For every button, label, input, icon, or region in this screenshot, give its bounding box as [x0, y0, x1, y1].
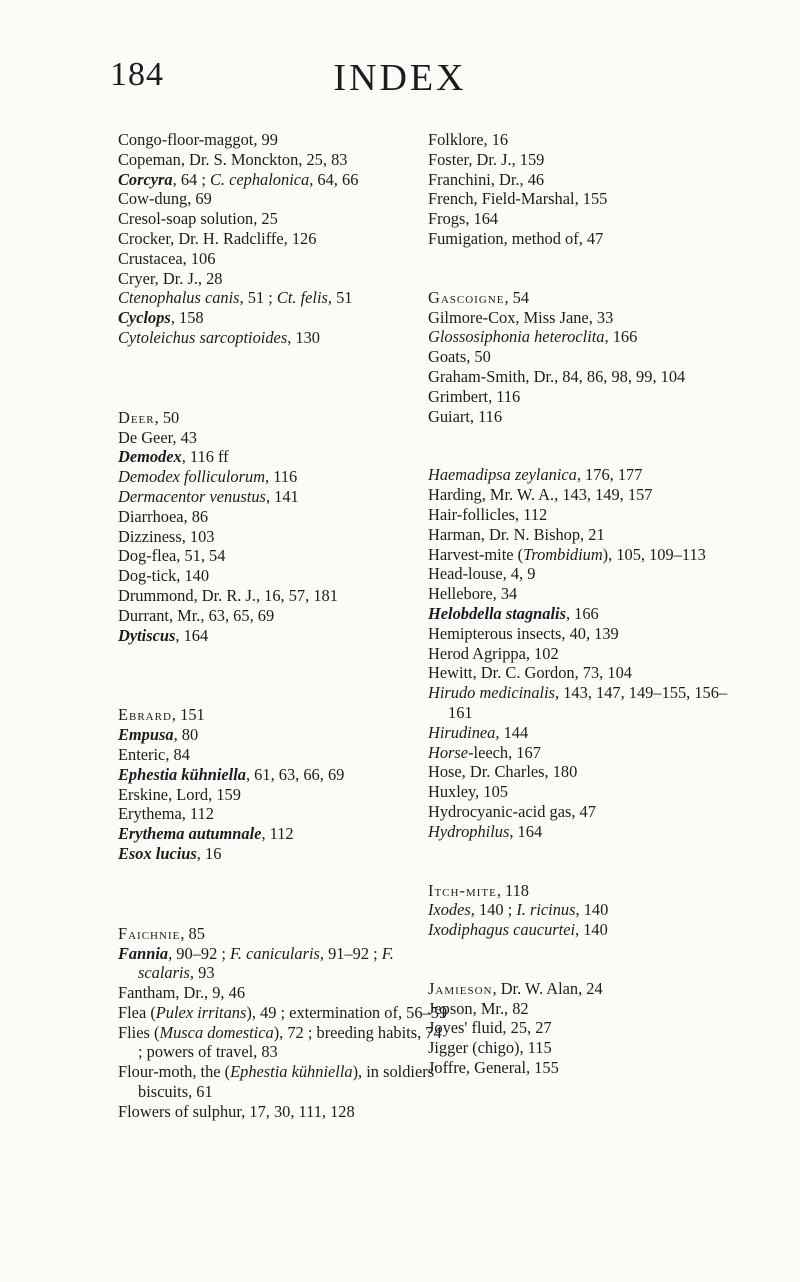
index-entry-text: Dermacentor venustus: [118, 486, 266, 506]
index-entry-text: , 151: [171, 705, 205, 725]
index-entry-text: Crocker, Dr. H. Radcliffe, 126: [118, 228, 317, 248]
index-entry-text: Graham-Smith, Dr., 84, 86, 98, 99, 104: [428, 366, 686, 386]
index-entry-text: Ct. felis: [276, 288, 328, 308]
index-entry-text: Dog-tick, 140: [118, 566, 210, 586]
index-entry: [118, 487, 448, 507]
index-entry: [428, 584, 728, 604]
index-entry-text: Cresol-soap solution, 25: [118, 209, 278, 229]
index-entry-text: I. ricinus: [516, 900, 576, 920]
index-entry-text: Joyes' fluid, 25, 27: [428, 1018, 552, 1038]
index-entry: [118, 308, 448, 328]
index-entry: [428, 564, 728, 584]
index-entry-text: , 143, 147, 149–155, 156–161: [448, 683, 728, 722]
index-entry-text: Haemadipsa zeylanica: [428, 465, 577, 485]
index-entry-text: Hellebore, 34: [428, 584, 518, 604]
index-entry: [428, 663, 728, 683]
index-entry-text: F. canicularis: [230, 943, 320, 963]
index-entry-text: , 116 ff: [181, 447, 229, 467]
index-entry: [428, 288, 728, 308]
index-entry-text: , 16: [196, 843, 222, 863]
index-entry-text: Jepson, Mr., 82: [428, 998, 529, 1018]
index-entry: [428, 209, 728, 229]
index-entry: [428, 920, 728, 940]
index-entry-text: , 61, 63, 66, 69: [245, 764, 345, 784]
index-entry-text: Hair-follicles, 112: [428, 504, 548, 524]
index-entry-text: Goats, 50: [428, 347, 491, 367]
index-entry: [118, 745, 448, 765]
index-entry-text: Flies (: [118, 1022, 160, 1042]
index-entry: [428, 762, 728, 782]
index-entry: [428, 229, 728, 249]
index-entry-text: Hirudinea: [428, 722, 496, 742]
index-entry: [428, 782, 728, 802]
index-entry-text: Hydrocyanic-acid gas, 47: [428, 801, 596, 821]
index-entry-text: Diarrhoea, 86: [118, 506, 209, 526]
index-entry-text: Gilmore-Cox, Miss Jane, 33: [428, 307, 614, 327]
index-entry-text: Musca domestica: [159, 1022, 274, 1042]
index-entry-text: , 51: [327, 288, 353, 308]
index-entry-text: , 140: [575, 920, 608, 940]
index-entry-text: , 164: [509, 821, 543, 841]
index-entry-text: , 91–92 ;: [319, 943, 382, 963]
index-entry: [118, 824, 448, 844]
index-entry: [428, 308, 728, 328]
index-entry-text: Esox lucius: [118, 843, 197, 863]
index-entry: [118, 229, 448, 249]
index-entry: [118, 944, 448, 984]
index-entry: [118, 725, 448, 745]
index-entry-text: Enteric, 84: [118, 744, 190, 764]
index-entry: [428, 802, 728, 822]
index-entry: [428, 150, 728, 170]
index-entry: [428, 525, 728, 545]
index-entry-text: Harman, Dr. N. Bishop, 21: [428, 524, 605, 544]
index-entry-text: , 166: [565, 603, 599, 623]
index-entry: [428, 723, 728, 743]
index-entry: [118, 507, 448, 527]
index-column-right: [428, 130, 728, 1078]
index-entry: [428, 505, 728, 525]
index-entry: [118, 527, 448, 547]
index-entry-text: , 140 ;: [470, 900, 517, 920]
index-entry-text: Erythema autumnale: [118, 824, 262, 844]
index-entry-text: Harding, Mr. W. A., 143, 149, 157: [428, 485, 653, 505]
index-entry-text: Harvest-mite (: [428, 544, 524, 564]
index-entry: [428, 130, 728, 150]
index-entry-text: Foster, Dr. J., 159: [428, 149, 545, 169]
index-entry-text: , 130: [287, 327, 320, 347]
index-entry-text: Gascoigne: [428, 287, 505, 307]
index-entry-text: Glossosiphonia heteroclita: [428, 327, 605, 347]
page-header: [0, 56, 800, 106]
index-entry: [118, 1102, 448, 1122]
index-entry-text: Ephestia kühniella: [230, 1062, 353, 1082]
index-entry-text: Drummond, Dr. R. J., 16, 57, 181: [118, 585, 338, 605]
index-entry-text: Pulex irritans: [155, 1002, 247, 1022]
index-entry: [118, 209, 448, 229]
index-entry-text: , 166: [604, 327, 638, 347]
index-entry-text: , 164: [175, 625, 209, 645]
index-entry: [428, 624, 728, 644]
index-entry-text: , 116: [265, 467, 298, 487]
index-entry-text: Copeman, Dr. S. Monckton, 25, 83: [118, 149, 348, 169]
index-entry-text: ), 105, 109–113: [602, 544, 706, 564]
index-entry: [118, 1023, 448, 1063]
index-entry-text: Hewitt, Dr. C. Gordon, 73, 104: [428, 663, 632, 683]
index-entry-text: , 140: [575, 900, 609, 920]
index-entry: [118, 249, 448, 269]
index-entry: [118, 785, 448, 805]
index-entry: [428, 743, 728, 763]
index-entry: [428, 1018, 728, 1038]
index-entry-text: Helobdella stagnalis: [428, 603, 566, 623]
index-entry-text: Ixodes: [428, 900, 471, 920]
index-entry-text: Grimbert, 116: [428, 386, 521, 406]
index-entry: [118, 546, 448, 566]
index-entry-text: Hemipterous insects, 40, 139: [428, 623, 619, 643]
index-entry: [118, 447, 448, 467]
index-entry: [428, 327, 728, 347]
index-entry: [118, 626, 448, 646]
index-entry: [428, 881, 728, 901]
index-entry-text: Empusa: [118, 725, 174, 745]
index-entry-text: ), in soldiers' biscuits, 61: [138, 1062, 438, 1102]
index-entry-text: , 85: [180, 923, 205, 943]
index-entry-text: Durrant, Mr., 63, 65, 69: [118, 605, 275, 625]
index-entry-text: Flowers of sulphur, 17, 30, 111, 128: [118, 1101, 355, 1121]
index-entry-text: , 158: [170, 308, 204, 328]
index-entry-text: Erskine, Lord, 159: [118, 784, 241, 804]
index-entry-text: , 144: [495, 722, 529, 742]
index-entry-text: Frogs, 164: [428, 209, 499, 229]
index-entry: [118, 328, 448, 348]
index-entry: [428, 387, 728, 407]
index-entry-text: Cow-dung, 69: [118, 189, 212, 209]
index-entry: [118, 566, 448, 586]
index-entry: [428, 189, 728, 209]
index-column-left: [118, 130, 448, 1122]
index-entry: [118, 408, 448, 428]
index-entry-text: C. cephalonica: [209, 169, 310, 189]
index-entry-text: Cyclops: [118, 308, 171, 328]
index-entry-text: Fumigation, method of, 47: [428, 228, 604, 248]
index-entry-text: Hose, Dr. Charles, 180: [428, 762, 578, 782]
index-entry-text: Demodex folliculorum: [118, 467, 266, 487]
index-entry-text: Deer: [118, 407, 155, 427]
index-entry: [118, 924, 448, 944]
index-entry-text: , 93: [189, 963, 215, 983]
index-entry-text: Hydrophilus: [428, 821, 510, 841]
index-entry-text: ), 72 ; breeding habits, 74 ; powers of travel, 83: [138, 1022, 442, 1062]
index-entry: [118, 150, 448, 170]
index-entry-text: Dytiscus: [118, 625, 176, 645]
index-entry-text: Ephestia kühniella: [118, 764, 246, 784]
index-entry-text: Joffre, General, 155: [428, 1058, 559, 1078]
index-entry-text: Ebrard: [118, 705, 172, 725]
index-entry-text: Demodex: [118, 447, 182, 467]
index-entry: [118, 170, 448, 190]
index-entry-text: Itch-mite: [428, 880, 497, 900]
index-entry-text: Erythema, 112: [118, 804, 214, 824]
index-entry: [428, 644, 728, 664]
index-entry: [118, 189, 448, 209]
index-entry-text: , 118: [496, 880, 529, 900]
index-entry: [118, 606, 448, 626]
index-entry-text: , 64 ;: [172, 169, 210, 189]
index-entry: [118, 130, 448, 150]
index-entry-text: ), 49 ; extermination of, 56–59: [246, 1002, 448, 1022]
index-entry-text: , Dr. W. Alan, 24: [492, 978, 603, 998]
index-entry: [428, 367, 728, 387]
index-entry: [428, 604, 728, 624]
index-entry: [118, 804, 448, 824]
index-entry-text: Folklore, 16: [428, 130, 509, 149]
index-entry-text: , 112: [261, 824, 294, 844]
index-entry: [118, 844, 448, 864]
index-entry: [428, 170, 728, 190]
index-entry: [118, 586, 448, 606]
index-entry-text: , 64, 66: [309, 169, 359, 189]
index-entry-text: Trombidium: [523, 544, 603, 564]
index-entry-text: Ctenophalus canis: [118, 288, 240, 308]
index-entry: [428, 900, 728, 920]
index-entry-text: -leech, 167: [468, 742, 541, 762]
index-entry-text: Jigger (chigo), 115: [428, 1038, 552, 1058]
index-entry-text: French, Field-Marshal, 155: [428, 189, 608, 209]
index-entry-text: Horse: [428, 742, 469, 762]
index-entry-text: , 141: [265, 486, 299, 506]
index-entry-text: , 176, 177: [576, 465, 643, 485]
index-entry: [118, 765, 448, 785]
index-entry: [428, 407, 728, 427]
index-entry: [118, 705, 448, 725]
index-entry-text: Huxley, 105: [428, 782, 508, 802]
index-entry: [118, 1003, 448, 1023]
index-entry: [118, 288, 448, 308]
index-entry: [118, 428, 448, 448]
index-entry-text: Head-louse, 4, 9: [428, 564, 536, 584]
index-entry-text: Jamieson: [428, 978, 493, 998]
index-entry-text: Congo-floor-maggot, 99: [118, 130, 278, 149]
index-entry-text: Cryer, Dr. J., 28: [118, 268, 223, 288]
index-entry: [428, 465, 728, 485]
page-number: 184: [110, 56, 164, 93]
index-entry: [118, 269, 448, 289]
index-entry-text: De Geer, 43: [118, 427, 197, 447]
index-entry-text: Flour-moth, the (: [118, 1062, 231, 1082]
index-entry-text: Guiart, 116: [428, 406, 503, 426]
index-entry-text: F. scalaris: [138, 943, 394, 983]
index-entry-text: Faichnie: [118, 923, 181, 943]
index-entry-text: Hirudo medicinalis: [428, 683, 556, 703]
index-entry-text: Ixodiphagus caucurtei: [428, 920, 576, 940]
index-entry: [118, 1062, 448, 1102]
index-entry: [428, 1038, 728, 1058]
index-entry-text: , 54: [504, 287, 530, 307]
index-entry: [428, 683, 728, 723]
index-entry: [428, 979, 728, 999]
index-entry-text: Dizziness, 103: [118, 526, 215, 546]
index-entry-text: Herod Agrippa, 102: [428, 643, 559, 663]
index-entry-text: Franchini, Dr., 46: [428, 169, 545, 189]
index-entry-text: Fannia: [118, 943, 169, 963]
index-entry-text: , 51 ;: [239, 288, 277, 308]
index-entry: [428, 1058, 728, 1078]
index-entry-text: Crustacea, 106: [118, 248, 216, 268]
index-entry: [428, 347, 728, 367]
index-entry-text: Cytoleichus sarcoptioides: [118, 327, 288, 347]
index-entry-text: Fantham, Dr., 9, 46: [118, 983, 246, 1003]
index-entry-text: , 50: [154, 407, 180, 427]
index-entry: [428, 545, 728, 565]
index-entry: [428, 485, 728, 505]
index-entry: [428, 822, 728, 842]
index-entry-text: Dog-flea, 51, 54: [118, 546, 226, 566]
index-entry-text: Flea (: [118, 1002, 156, 1022]
index-entry-text: , 80: [173, 725, 199, 745]
index-entry: [118, 983, 448, 1003]
running-title: INDEX: [333, 57, 467, 99]
index-entry-text: Corcyra: [118, 169, 173, 189]
index-entry-text: , 90–92 ;: [168, 943, 231, 963]
index-entry: [428, 999, 728, 1019]
index-entry: [118, 467, 448, 487]
